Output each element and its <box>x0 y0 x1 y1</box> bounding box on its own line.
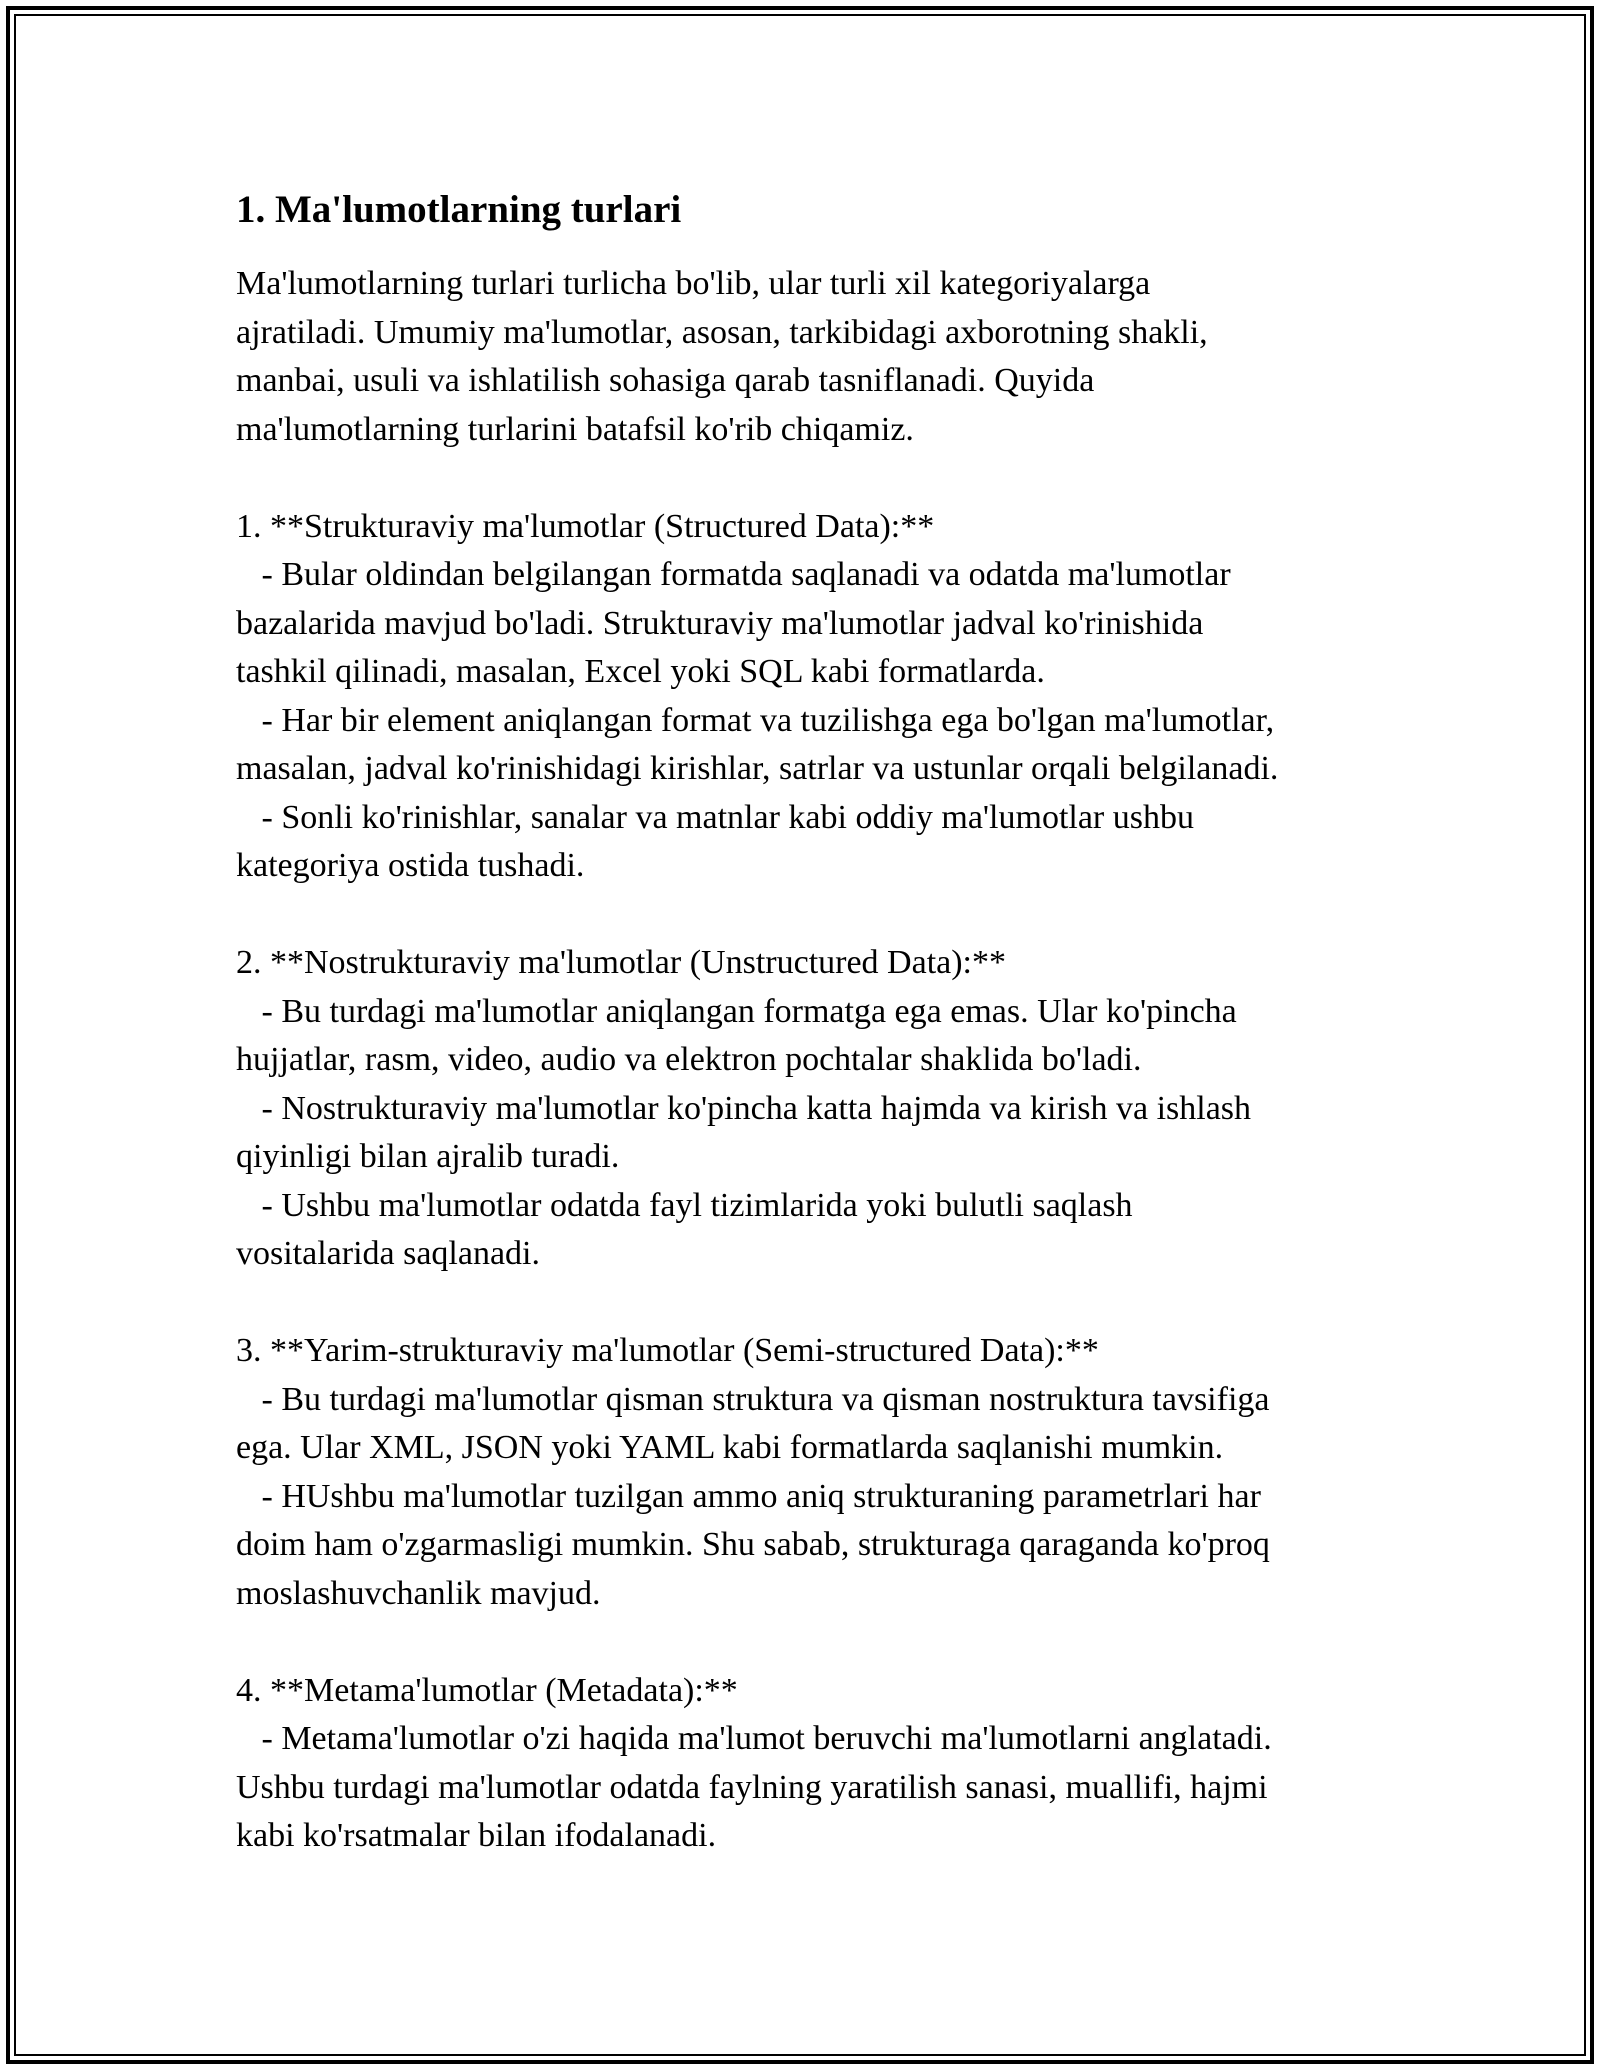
text-line: Ushbu turdagi ma'lumotlar odatda faylning yaratilish sanasi, muallifi, hajmi <box>236 1768 1268 1806</box>
text-line: moslashuvchanlik mavjud. <box>236 1574 601 1612</box>
text-line: doim ham o'zgarmasligi mumkin. Shu sabab, strukturaga qaraganda ko'proq <box>236 1526 1270 1563</box>
text-line: - Ushbu ma'lumotlar odatda fayl tizimlarida yoki bulutli saqlash <box>236 1186 1133 1224</box>
text-line: 2. **Nostrukturaviy ma'lumotlar (Unstructured Data):** <box>236 944 1006 981</box>
text-line: manbai, usuli va ishlatilish sohasiga qarab tasniflanadi. Quyida <box>236 362 1095 399</box>
text-line: hujjatlar, rasm, video, audio va elektron pochtalar shaklida bo'ladi. <box>236 1041 1142 1078</box>
text-line: - Har bir element aniqlangan format va tuzilishga ega bo'lgan ma'lumotlar, <box>236 701 1275 739</box>
text-line: qiyinligi bilan ajralib turadi. <box>236 1138 620 1175</box>
text-line: - Bu turdagi ma'lumotlar aniqlangan formatga ega emas. Ular ko'pincha <box>236 992 1237 1030</box>
text-line: ega. Ular XML, JSON yoki YAML kabi formatlarda saqlanishi mumkin. <box>236 1429 1224 1466</box>
text-line: - Sonli ko'rinishlar, sanalar va matnlar kabi oddiy ma'lumotlar ushbu <box>236 798 1194 836</box>
text-line: 3. **Yarim-strukturaviy ma'lumotlar (Semi-structured Data):** <box>236 1332 1099 1369</box>
text-line: - Metama'lumotlar o'zi haqida ma'lumot beruvchi ma'lumotlarni anglatadi. <box>236 1720 1272 1757</box>
blank-line <box>236 1618 1416 1667</box>
text-line: kategoriya ostida tushadi. <box>236 847 585 884</box>
document-title: 1. Ma'lumotlarning turlari <box>236 188 682 231</box>
text-line: ajratiladi. Umumiy ma'lumotlar, asosan, tarkibidagi axborotning shakli, <box>236 313 1208 351</box>
text-line: - Nostrukturaviy ma'lumotlar ko'pincha katta hajmda va kirish va ishlash <box>236 1089 1252 1127</box>
text-line: vositalarida saqlanadi. <box>236 1235 541 1272</box>
blank-line <box>236 454 1416 503</box>
text-line: - Bu turdagi ma'lumotlar qisman struktura va qisman nostruktura tavsifiga <box>236 1380 1270 1418</box>
text-line: - Bular oldindan belgilangan formatda saqlanadi va odatda ma'lumotlar <box>236 556 1231 593</box>
text-line: bazalarida mavjud bo'ladi. Strukturaviy ma'lumotlar jadval ko'rinishida <box>236 604 1204 642</box>
text-line: Ma'lumotlarning turlari turlicha bo'lib, ular turli xil kategoriyalarga <box>236 265 1151 302</box>
document-text <box>236 260 1416 1861</box>
text-line: masalan, jadval ko'rinishidagi kirishlar, satrlar va ustunlar orqali belgilanadi. <box>236 750 1279 787</box>
text-line: 1. **Strukturaviy ma'lumotlar (Structured Data):** <box>236 507 935 545</box>
text-line: ma'lumotlarning turlarini batafsil ko'rib chiqamiz. <box>236 410 914 448</box>
blank-line <box>236 891 1416 940</box>
text-line: tashkil qilinadi, masalan, Excel yoki SQL kabi formatlarda. <box>236 653 1045 690</box>
text-line: kabi ko'rsatmalar bilan ifodalanadi. <box>236 1817 717 1854</box>
document-body <box>236 186 1416 1861</box>
blank-line <box>236 1279 1416 1328</box>
text-line: 4. **Metama'lumotlar (Metadata):** <box>236 1671 738 1709</box>
text-line: - HUshbu ma'lumotlar tuzilgan ammo aniq strukturaning parametrlari har <box>236 1477 1261 1515</box>
